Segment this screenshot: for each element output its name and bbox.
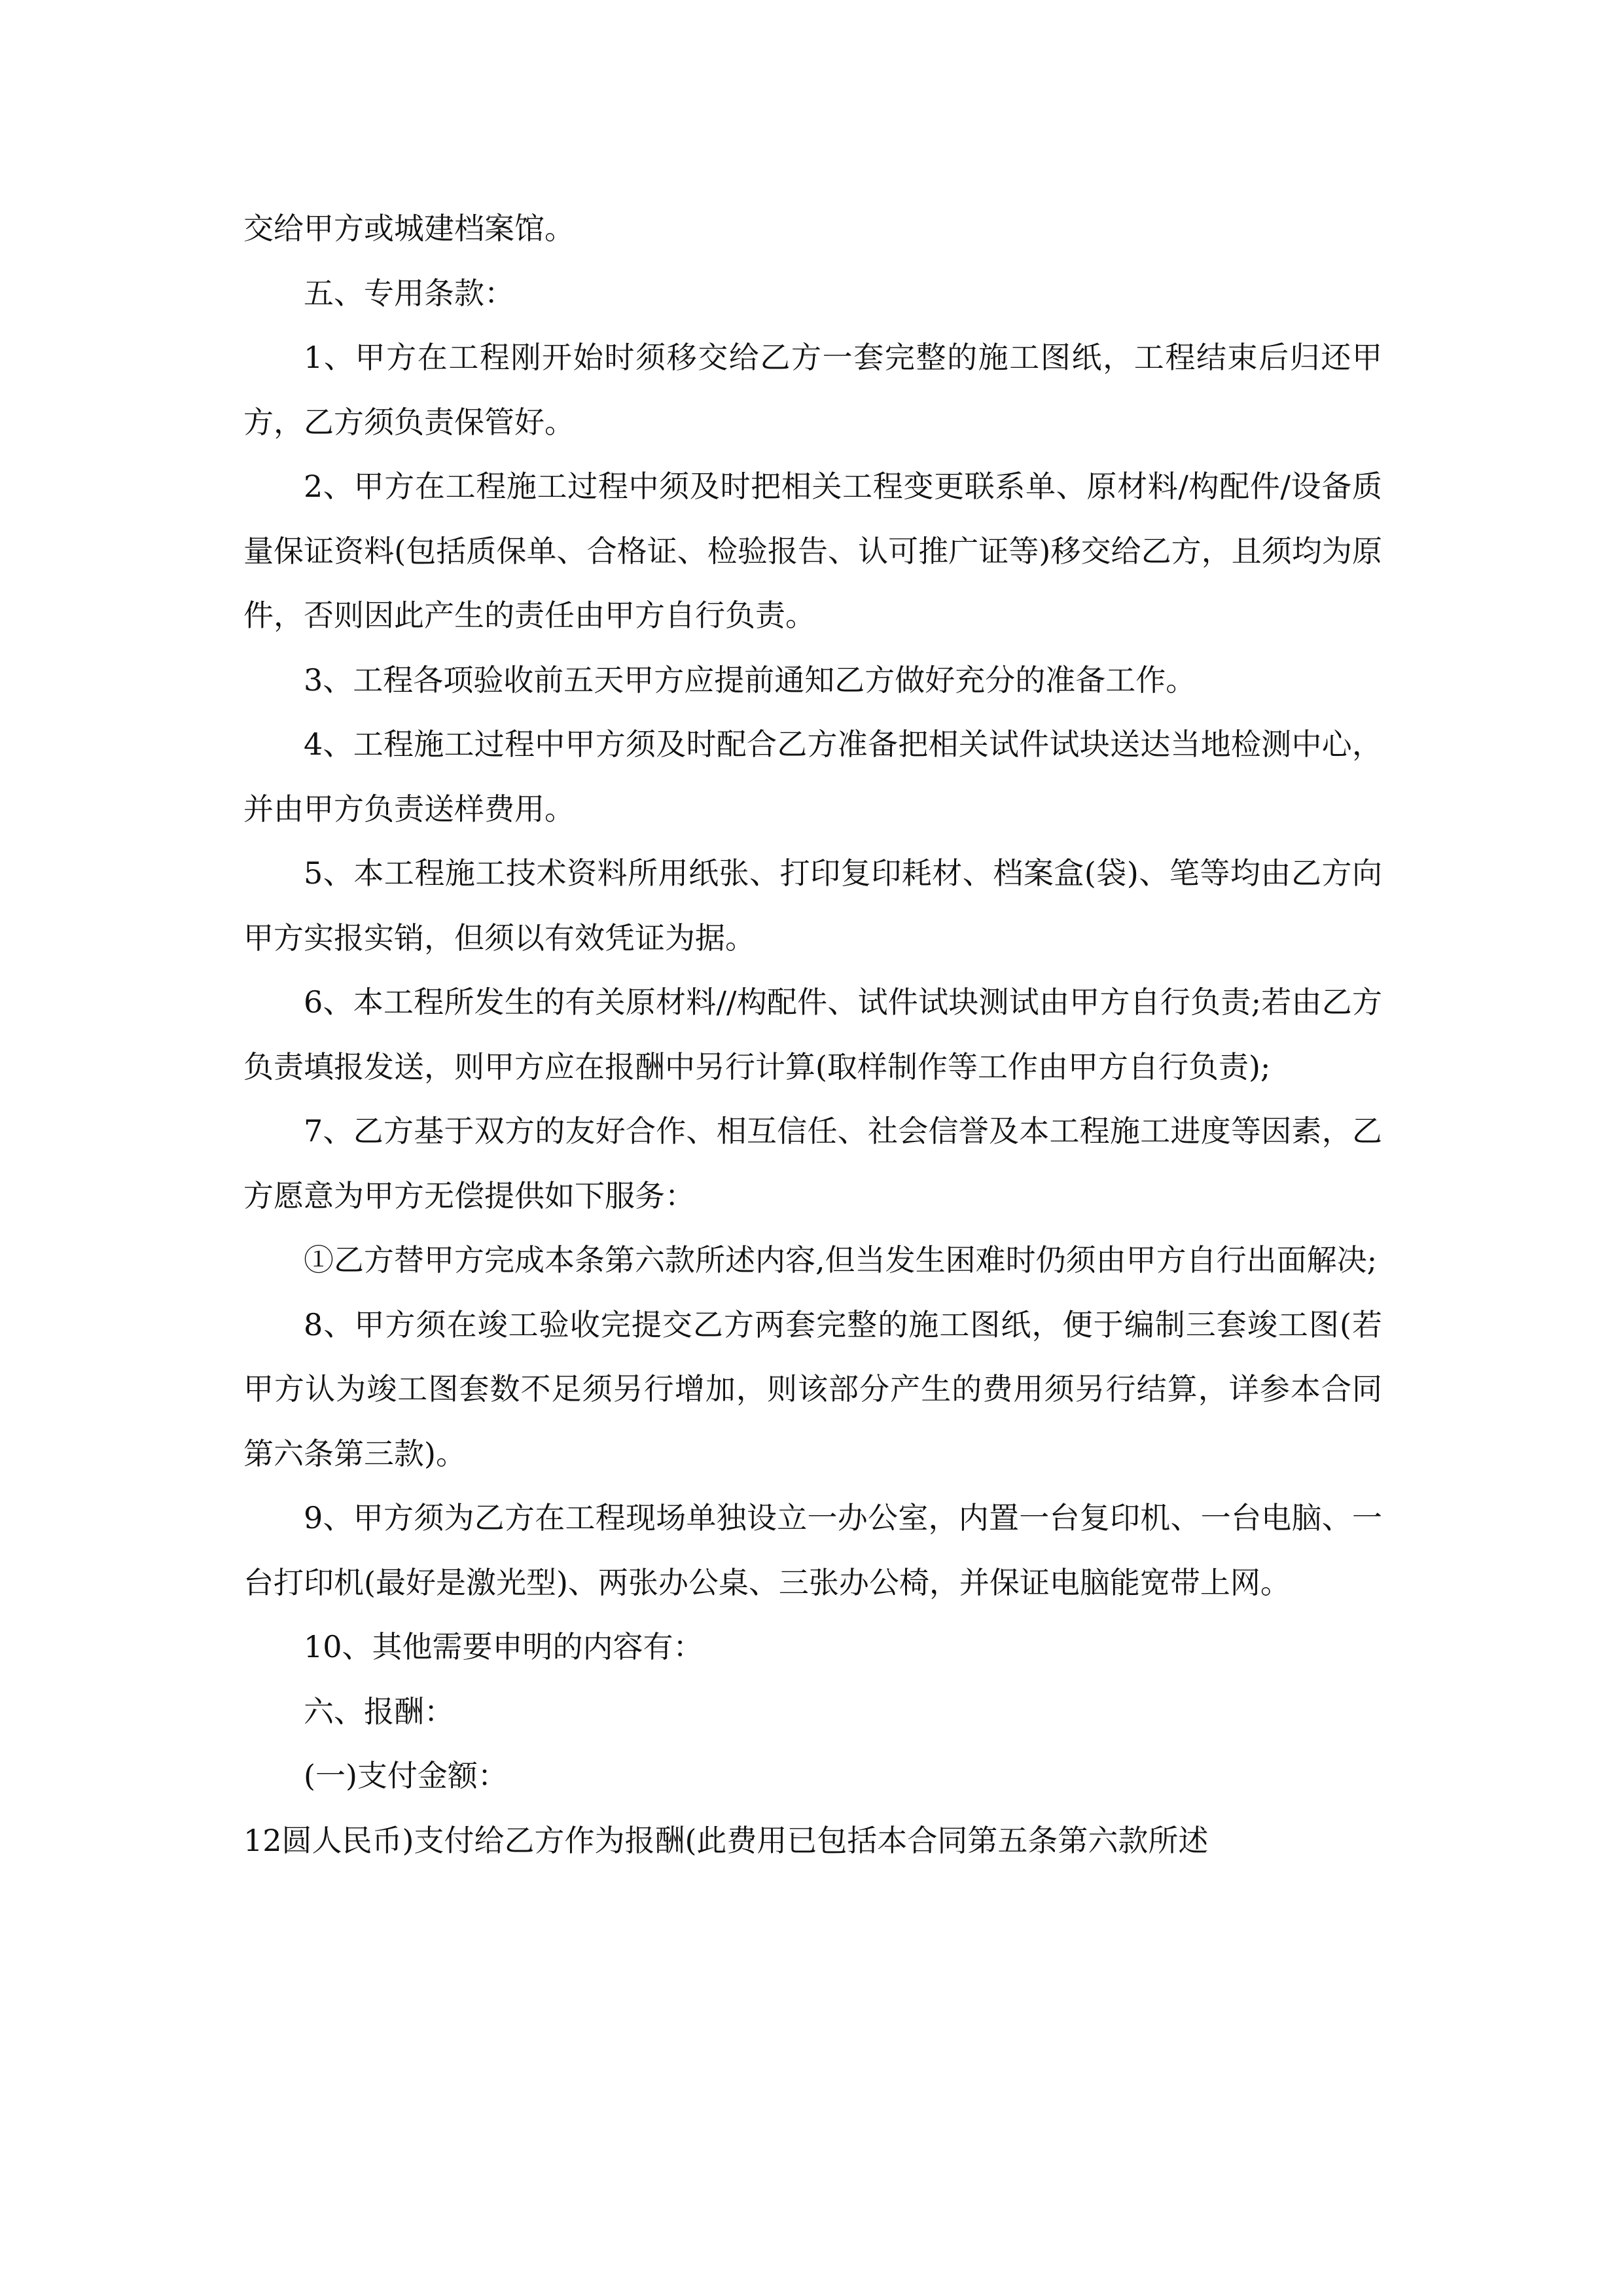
paragraph-continuation: 交给甲方或城建档案馆。: [243, 211, 575, 246]
clause-5: 5、本工程施工技术资料所用纸张、打印复印耗材、档案盒(袋)、笔等均由乙方向甲方实报实销，但须以有效凭证为据。: [243, 855, 1382, 956]
clause-7: 7、乙方基于双方的友好合作、相互信任、社会信誉及本工程施工进度等因素，乙方愿意为甲方无偿提供如下服务：: [243, 1113, 1382, 1213]
section-heading-remuneration: 六、报酬：: [304, 1693, 454, 1729]
clause-4: 4、工程施工过程中甲方须及时配合乙方准备把相关试件试块送达当地检测中心，并由甲方负责送样费用。: [243, 726, 1382, 827]
document-body: [243, 196, 1382, 1873]
clause-10: 10、其他需要申明的内容有：: [304, 1629, 704, 1664]
clause-2: 2、甲方在工程施工过程中须及时把相关工程变更联系单、原材料/构配件/设备质量保证资料(包括质保单、合格证、检验报告、认可推广证等)移交给乙方，且须均为原件，否则因此产生的责任由甲方自行负责。: [243, 469, 1382, 633]
clause-7-item-1: ①乙方替甲方完成本条第六款所述内容,但当发生困难时仍须由甲方自行出面解决;: [304, 1242, 1378, 1278]
subsection-heading-payment-amount: (一)支付金额：: [304, 1758, 508, 1793]
clause-9: 9、甲方须为乙方在工程现场单独设立一办公室，内置一台复印机、一台电脑、一台打印机(最好是激光型)、两张办公桌、三张办公椅，并保证电脑能宽带上网。: [243, 1500, 1382, 1600]
clause-8: 8、甲方须在竣工验收完提交乙方两套完整的施工图纸，便于编制三套竣工图(若甲方认为竣工图套数不足须另行增加，则该部分产生的费用须另行结算，详参本合同第六条第三款)。: [243, 1306, 1382, 1471]
section-heading-special-terms: 五、专用条款：: [304, 275, 514, 311]
payment-amount-text: 12圆人民币)支付给乙方作为报酬(此费用已包括本合同第五条第六款所述: [243, 1822, 1209, 1858]
clause-1: 1、甲方在工程刚开始时须移交给乙方一套完整的施工图纸，工程结束后归还甲方，乙方须负责保管好。: [243, 340, 1382, 440]
clause-6: 6、本工程所发生的有关原材料//构配件、试件试块测试由甲方自行负责;若由乙方负责填报发送，则甲方应在报酬中另行计算(取样制作等工作由甲方自行负责);: [243, 984, 1382, 1085]
clause-3: 3、工程各项验收前五天甲方应提前通知乙方做好充分的准备工作。: [304, 662, 1196, 698]
